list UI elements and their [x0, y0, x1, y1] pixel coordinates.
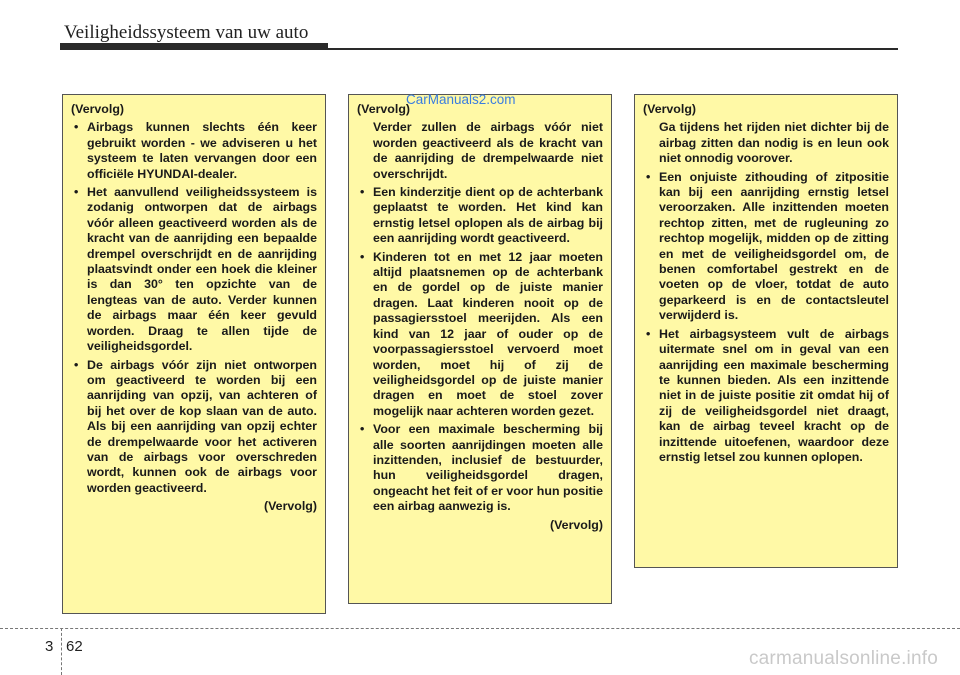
footer-divider: [61, 628, 62, 675]
chapter-number: 3: [45, 638, 54, 655]
continued-label: (Vervolg): [357, 102, 411, 116]
warning-box-1: [62, 94, 326, 614]
continued-next-label: (Vervolg): [549, 517, 603, 532]
footer-watermark: carmanualsonline.info: [748, 648, 938, 669]
watermark-top: CarManuals2.com: [406, 92, 516, 107]
intro-paragraph: Verder zullen de airbags vóór niet worden geactiveerd als de kracht van de aanrijding de drempelwaarde niet overschrijdt.: [373, 120, 603, 181]
page-number: 62: [66, 638, 83, 655]
bullet-item: • De airbags vóór zijn niet ontworpen om geactiveerd te worden bij een aanrijding van opzij, van achteren of bij het over de kop slaan van de auto. Als bij een aanrijding van opzij echter de drempelwaarde voor het activeren van de airbags voor overschreden wordt, kunnen ook de airbags voor worden geactiveerd.: [71, 358, 317, 497]
continued-label: (Vervolg): [643, 102, 697, 116]
intro-paragraph: Ga tijdens het rijden niet dichter bij de airbag zitten dan nodig is en leun ook niet onnodig voorover.: [659, 120, 889, 166]
bullet-item: • Het aanvullend veiligheidssysteem is zodanig ontworpen dat de airbags vóór alleen geactiveerd worden als de kracht van de aanrijding een bepaalde drempel overschrijdt en de aanrijding plaatsvindt onder een hoek die kleiner is dan 30° ten opzichte van de lengteas van de auto. Verder kunnen de airbags maar één keer gevuld worden. Draag te allen tijde de veiligheidsgordel.: [71, 185, 317, 354]
bullet-item: • Het airbagsysteem vult de airbags uitermate snel om in geval van een aanrijding een maximale bescherming te kunnen bieden. Als een inzittende niet in de juiste positie zit omdat hij of zij de veiligheidsgordel niet draagt, kan de airbag teveel kracht op de inzittende uitoefenen, waardoor deze ernstig letsel zou kunnen oplopen.: [643, 327, 889, 466]
bullet-item: • Voor een maximale bescherming bij alle soorten aanrijdingen moeten alle inzittenden, inclusief de bestuurder, hun veiligheidsgordel dragen, ongeacht het feit of er voor hun positie een airbag aanwezig is.: [357, 422, 603, 514]
footer-rule: [0, 628, 960, 629]
warning-box-3: [634, 94, 898, 568]
header-title: Veiligheidssysteem van uw auto: [64, 22, 309, 43]
continued-next-label: (Vervolg): [263, 499, 317, 514]
bullet-item: • Kinderen tot en met 12 jaar moeten altijd plaatsnemen op de achterbank en de gordel op de juiste manier dragen. Laat kinderen nooit op de passagiersstoel meerijden. Als een kind van 12 jaar of ouder op de voorpassagiersstoel vervoerd moet worden, moet hij of zij de veiligheidsgordel op de juiste manier dragen en moet de stoel zover mogelijk naar achteren worden gezet.: [357, 250, 603, 419]
bullet-item: • Airbags kunnen slechts één keer gebruikt worden - we adviseren u het systeem te laten vervangen door een officiële HYUNDAI-dealer.: [71, 120, 317, 182]
bullet-item: • Een kinderzitje dient op de achterbank geplaatst te worden. Het kind kan ernstig letsel oplopen als de airbag bij een aanrijding wordt geactiveerd.: [357, 185, 603, 247]
continued-label: (Vervolg): [71, 102, 125, 116]
bullet-item: • Een onjuiste zithouding of zitpositie kan bij een aanrijding ernstig letsel veroorzaken. Alle inzittenden moeten rechtop zitten, met de rugleuning zo rechtop mogelijk, midden op de zitting en met de veiligheidsgordel om, de benen comfortabel gestrekt en de voeten op de vloer, totdat de auto geparkeerd is en de contactsleutel verwijderd is.: [643, 170, 889, 324]
warning-box-2: [348, 94, 612, 604]
header-rule: [60, 48, 898, 50]
